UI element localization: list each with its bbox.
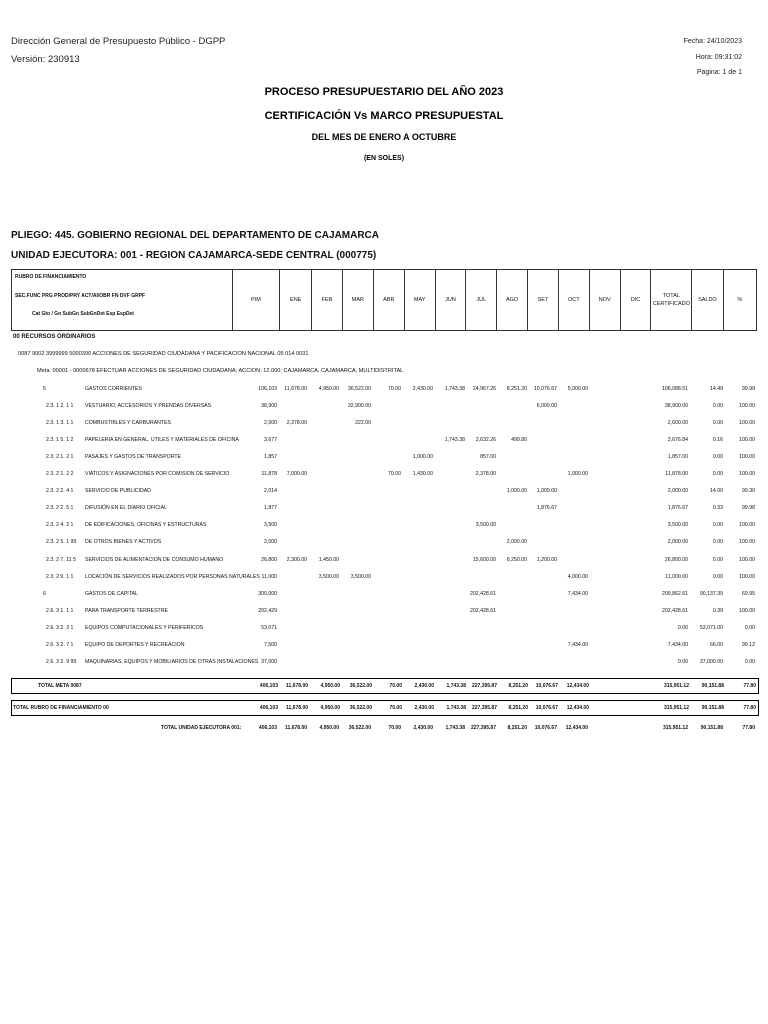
cell-may: 2,430.00 bbox=[412, 386, 433, 392]
cell-pct: 99.99 bbox=[742, 386, 755, 392]
total-cell-set: 10,076.67 bbox=[535, 705, 558, 711]
cell-jul: 202,428.61 bbox=[470, 590, 496, 597]
table-row bbox=[0, 400, 768, 417]
row-description: DIFUSIÓN EN EL DIARIO OFICIAL bbox=[85, 505, 167, 512]
row-code: 2.3. 2 1. 2 1 bbox=[46, 454, 74, 461]
cell-ago: 8,251.20 bbox=[506, 386, 527, 392]
table-row bbox=[0, 502, 768, 519]
cell-pim: 2,014 bbox=[264, 488, 277, 495]
row-description: DE EDIFICACIONES, OFICINAS Y ESTRUCTURAS bbox=[85, 522, 207, 529]
cell-pct: 99.12 bbox=[742, 641, 755, 648]
cell-set: 1,000.00 bbox=[536, 488, 557, 495]
table-row bbox=[0, 571, 768, 588]
table-row bbox=[0, 656, 768, 673]
cell-set: 1,200.00 bbox=[536, 556, 557, 563]
total-cell-jul: 227,395.87 bbox=[471, 705, 497, 711]
cell-set: 1,876.67 bbox=[536, 505, 557, 512]
total-cell-jul: 227,395.87 bbox=[470, 725, 496, 731]
cell-pct: 100.00 bbox=[739, 403, 755, 410]
total-cell-total: 315,951.12 bbox=[663, 705, 689, 711]
row-code: 2.3. 2 5. 1 99 bbox=[46, 539, 77, 546]
total-cell-oct: 12,434.00 bbox=[566, 705, 589, 711]
cell-jul: 857.00 bbox=[480, 454, 496, 461]
cell-total: 1,857.00 bbox=[667, 454, 688, 461]
cell-pct: 100.00 bbox=[739, 556, 755, 563]
col-percent: % bbox=[723, 270, 756, 331]
cell-pim: 3,677 bbox=[264, 437, 277, 444]
time-label: Hora: 09:31:02 bbox=[695, 54, 742, 61]
cell-pct: 0.00 bbox=[744, 624, 755, 631]
total-cell-pct: 77.80 bbox=[743, 683, 756, 689]
row-code: 2.3. 2 1. 2 2 bbox=[46, 471, 74, 478]
total-cell-may: 2,430.00 bbox=[413, 725, 433, 731]
section-title: 00 RECURSOS ORDINARIOS bbox=[13, 334, 96, 340]
row-description: COMBUSTIBLES Y CARBURANTES bbox=[85, 420, 171, 427]
row-description: GASTOS CORRIENTES bbox=[85, 386, 142, 392]
cell-saldo: 14.49 bbox=[710, 386, 723, 392]
col-total-certificado: TOTAL CERTIFICADO bbox=[651, 270, 692, 331]
cell-pim: 37,000 bbox=[261, 658, 277, 665]
cell-jul: 24,967.26 bbox=[472, 386, 496, 392]
row-description: PAPELERIA EN GENERAL, UTILES Y MATERIALES DE OFICINA bbox=[85, 437, 239, 444]
cell-oct: 4,000.00 bbox=[567, 573, 588, 580]
column-header-table bbox=[11, 269, 757, 331]
cell-pim: 26,800 bbox=[261, 556, 277, 563]
cell-total: 0.00 bbox=[677, 658, 688, 665]
cell-total: 202,428.61 bbox=[662, 607, 688, 614]
row-code: 2.3. 2 2. 5 1 bbox=[46, 505, 74, 512]
total-cell-jun: 1,743.38 bbox=[446, 705, 466, 711]
total-cell-may: 2,430.00 bbox=[414, 683, 434, 689]
cell-mar: 222.00 bbox=[355, 420, 371, 427]
total-unidad-row bbox=[11, 721, 757, 735]
row-code: 2.6. 3 2. 7 1 bbox=[46, 641, 74, 648]
total-cell-feb: 4,950.00 bbox=[320, 683, 340, 689]
cell-total: 11,878.00 bbox=[665, 471, 688, 478]
col-dic: DIC bbox=[620, 270, 651, 331]
cell-total: 26,800.00 bbox=[664, 556, 688, 563]
col-ago: AGO bbox=[497, 270, 528, 331]
table-row bbox=[0, 417, 768, 434]
total-cell-saldo: 90,151.88 bbox=[701, 705, 724, 711]
cell-pim: 11,000 bbox=[261, 573, 277, 580]
cell-total: 11,000.00 bbox=[665, 573, 688, 580]
report-subtitle: CERTIFICACIÓN Vs MARCO PRESUPUESTAL bbox=[264, 110, 504, 122]
row-code: 2.6. 3 2. 9 99 bbox=[46, 658, 77, 665]
meta-description: Meta: 00001 - 0000678 EFECTUAR ACCIONES DE SEGURIDAD CIUDADANA; ACCION: 12.000; CAJAMARCA, CAJAMARCA, MULTIDISTRITAL bbox=[37, 368, 404, 374]
row-code: 2.3. 1 3. 1 1 bbox=[46, 420, 74, 427]
cell-jul: 3,500.00 bbox=[475, 522, 496, 529]
cell-pim: 3,500 bbox=[264, 522, 277, 529]
row-label-header bbox=[12, 270, 233, 331]
cell-oct: 7,434.00 bbox=[567, 590, 588, 597]
total-cell-set: 10,076.67 bbox=[534, 725, 557, 731]
row-code: 2.3. 2 9. 1 1 bbox=[46, 573, 74, 580]
total-cell-abr: 70.00 bbox=[389, 705, 402, 711]
cell-set: 10,076.67 bbox=[533, 386, 557, 392]
total-cell-ene: 11,678.00 bbox=[286, 705, 308, 711]
cell-pct: 100.00 bbox=[739, 607, 755, 614]
secfunc-header: SEC.FUNC PRG PROD/PRY ACT/AI/OBR FN DVF GRPF bbox=[15, 293, 146, 299]
cell-saldo: 0.00 bbox=[712, 454, 723, 461]
row-code: 2.6. 3 2. 3 1 bbox=[46, 624, 74, 631]
total-cell-feb: 4,950.00 bbox=[320, 705, 340, 711]
cell-oct: 7,434.00 bbox=[567, 641, 588, 648]
cell-pim: 38,900 bbox=[261, 403, 277, 410]
col-set: SET bbox=[528, 270, 559, 331]
cell-mar: 32,900.00 bbox=[347, 403, 371, 410]
col-pim: PIM bbox=[232, 270, 280, 331]
table-row bbox=[0, 451, 768, 468]
cell-saldo: 0.16 bbox=[712, 437, 723, 444]
cell-saldo: 0.00 bbox=[712, 403, 723, 410]
row-code: 2.6. 3 1. 1 1 bbox=[46, 607, 74, 614]
total-rubro-row bbox=[11, 700, 759, 716]
cell-feb: 1,450.00 bbox=[318, 556, 339, 563]
total-cell-ago: 8,251.20 bbox=[508, 705, 528, 711]
row-description: MAQUINARIAS, EQUIPOS Y MOBILIARIOS DE OTRAS INSTALACIONES bbox=[85, 658, 259, 665]
cell-pim: 1,857 bbox=[264, 454, 277, 461]
cell-total: 2,600.00 bbox=[667, 420, 688, 427]
cell-oct: 5,000.00 bbox=[567, 386, 588, 392]
table-row bbox=[0, 468, 768, 485]
total-meta-row bbox=[11, 678, 759, 694]
cell-pct: 99.98 bbox=[742, 505, 755, 512]
cell-pct: 69.95 bbox=[742, 590, 755, 597]
total-cell-jun: 1,743.38 bbox=[446, 683, 466, 689]
row-code: 2.3. 2 7. 11 5 bbox=[46, 556, 76, 563]
row-code: 2.3. 2 2. 4 1 bbox=[46, 488, 74, 495]
cell-total: 7,434.00 bbox=[667, 641, 688, 648]
cell-pct: 100.00 bbox=[739, 573, 755, 580]
cell-mar: 3,500.00 bbox=[350, 573, 371, 580]
cell-abr: 70.00 bbox=[388, 386, 401, 392]
total-cell-jul: 227,395.87 bbox=[471, 683, 497, 689]
cell-feb: 3,500.00 bbox=[318, 573, 339, 580]
cell-feb: 4,950.00 bbox=[318, 386, 339, 392]
total-cell-total: 315,951.12 bbox=[663, 683, 689, 689]
total-cell-ago: 8,251.20 bbox=[508, 683, 528, 689]
cell-jul: 2,632.26 bbox=[475, 437, 496, 444]
cell-pct: 100.00 bbox=[739, 539, 755, 546]
cell-pim: 7,500 bbox=[264, 641, 277, 648]
total-cell-oct: 12,434.00 bbox=[566, 683, 589, 689]
col-ene: ENE bbox=[280, 270, 312, 331]
cell-total: 2,000.00 bbox=[667, 488, 688, 495]
row-description: EQUIPOS COMPUTACIONALES Y PERIFERICOS bbox=[85, 624, 204, 631]
cell-oct: 1,000.00 bbox=[567, 471, 588, 478]
report-title: PROCESO PRESUPUESTARIO DEL AÑO 2023 bbox=[264, 86, 504, 98]
total-cell-mar: 36,522.00 bbox=[348, 725, 371, 731]
cell-total: 106,088.51 bbox=[662, 386, 688, 392]
cell-saldo: 0.00 bbox=[712, 573, 723, 580]
total-cell-pim: 406,103 bbox=[259, 683, 278, 689]
table-row bbox=[0, 485, 768, 502]
row-code: 2.3. 1 5. 1 2 bbox=[46, 437, 74, 444]
total-cell-set: 10,076.67 bbox=[535, 683, 558, 689]
cell-pim: 2,600 bbox=[264, 420, 277, 427]
total-label: TOTAL UNIDAD EJECUTORA 001: bbox=[161, 725, 242, 731]
col-oct: OCT bbox=[558, 270, 589, 331]
cell-saldo: 0.00 bbox=[712, 522, 723, 529]
row-code: 6 bbox=[43, 590, 46, 597]
total-cell-ago: 8,251.20 bbox=[507, 725, 527, 731]
col-jun: JUN bbox=[435, 270, 466, 331]
col-mar: MAR bbox=[342, 270, 373, 331]
cell-total: 0.00 bbox=[677, 624, 688, 631]
cell-pct: 100.00 bbox=[739, 454, 755, 461]
page-number-label: Pagina: 1 de 1 bbox=[696, 69, 742, 76]
cell-saldo: 0.00 bbox=[712, 471, 723, 478]
table-row bbox=[0, 554, 768, 571]
cell-jul: 2,378.00 bbox=[475, 471, 496, 478]
table-row bbox=[0, 588, 768, 605]
row-description: LOCACIÓN DE SERVICIOS REALIZADOS POR PERSONAS NATURALES bbox=[85, 573, 260, 580]
cell-pct: 100.00 bbox=[739, 437, 755, 444]
cell-mar: 36,522.00 bbox=[347, 386, 371, 392]
total-cell-total: 315,951.12 bbox=[662, 725, 688, 731]
meta-line: 0087 9002 3999999 5000390 ACCIONES DE SEGURIDAD CIUDADANA Y PACIFICACION NACIONAL 05 014 0031 bbox=[18, 351, 309, 357]
cell-total: 2,000.00 bbox=[667, 539, 688, 546]
total-cell-pim: 406,103 bbox=[259, 705, 278, 711]
row-description: SERVICIO DE PUBLICIDAD bbox=[85, 488, 151, 495]
total-cell-may: 2,430.00 bbox=[414, 705, 434, 711]
row-description: VIATICOS Y ASIGNACIONES POR COMISION DE SERVICIO bbox=[85, 471, 230, 478]
row-code: 5 bbox=[43, 386, 46, 392]
cell-ene: 11,678.00 bbox=[284, 386, 307, 392]
cell-ene: 2,300.00 bbox=[286, 556, 307, 563]
table-row bbox=[0, 605, 768, 622]
cell-saldo: 90,137.39 bbox=[699, 590, 723, 597]
cell-pim: 53,071 bbox=[261, 624, 277, 631]
cell-saldo: 53,071.00 bbox=[699, 624, 723, 631]
total-cell-saldo: 90,151.88 bbox=[701, 683, 724, 689]
cell-saldo: 0.00 bbox=[712, 420, 723, 427]
cell-may: 1,430.00 bbox=[412, 471, 433, 478]
row-description: VESTUARIO, ACCESORIOS Y PRENDAS DIVERSAS bbox=[85, 403, 212, 410]
row-description: GASTOS DE CAPITAL bbox=[85, 590, 138, 597]
total-cell-feb: 4,950.00 bbox=[319, 725, 339, 731]
cell-jun: 1,743.38 bbox=[444, 437, 465, 444]
total-cell-jun: 1,743.38 bbox=[445, 725, 465, 731]
cell-pct: 100.00 bbox=[739, 522, 755, 529]
report-currency: (EN SOLES) bbox=[363, 155, 405, 162]
row-code: 2.3. 2 4. 2 1 bbox=[46, 522, 74, 529]
total-cell-pim: 406,103 bbox=[258, 725, 277, 731]
total-cell-abr: 70.00 bbox=[388, 725, 401, 731]
cell-jul: 202,428.61 bbox=[470, 607, 496, 614]
cell-total: 1,876.67 bbox=[667, 505, 688, 512]
organization-name: Dirección General de Presupuesto Público - DGPP bbox=[11, 36, 226, 47]
cell-ago: 1,000.00 bbox=[506, 488, 527, 495]
col-jul: JUL bbox=[466, 270, 497, 331]
version-label: Versión: 230913 bbox=[11, 54, 80, 65]
col-nov: NOV bbox=[589, 270, 620, 331]
col-abr: ABR bbox=[373, 270, 404, 331]
col-feb: FEB bbox=[312, 270, 343, 331]
cell-pct: 100.00 bbox=[739, 471, 755, 478]
total-cell-abr: 70.00 bbox=[389, 683, 402, 689]
row-description: EQUIPO DE DEPORTES Y RECREACION bbox=[85, 641, 185, 648]
cell-pim: 1,877 bbox=[264, 505, 277, 512]
pliego-label: PLIEGO: 445. GOBIERNO REGIONAL DEL DEPARTAMENTO DE CAJAMARCA bbox=[11, 230, 380, 241]
cell-ago: 2,000.00 bbox=[506, 539, 527, 546]
cell-total: 209,862.61 bbox=[662, 590, 688, 597]
total-cell-ene: 11,678.00 bbox=[285, 725, 307, 731]
cell-pim: 202,429 bbox=[258, 607, 277, 614]
cell-set: 6,000.00 bbox=[536, 403, 557, 410]
cell-pct: 100.00 bbox=[739, 420, 755, 427]
total-cell-ene: 11,678.00 bbox=[286, 683, 308, 689]
total-cell-pct: 77.80 bbox=[742, 725, 755, 731]
total-cell-oct: 12,434.00 bbox=[565, 725, 588, 731]
table-row bbox=[0, 383, 768, 400]
catgto-header: Cat Gto / Gn SubGn SubGnDet Esp EspDet bbox=[32, 311, 134, 317]
cell-pct: 99.30 bbox=[742, 488, 755, 495]
cell-pim: 2,000 bbox=[264, 539, 277, 546]
cell-total: 38,900.00 bbox=[664, 403, 688, 410]
cell-total: 3,500.00 bbox=[667, 522, 688, 529]
total-cell-mar: 36,522.00 bbox=[349, 683, 372, 689]
cell-pct: 0.00 bbox=[744, 658, 755, 665]
cell-jun: 1,743.38 bbox=[444, 386, 465, 392]
date-label: Fecha: 24/10/2023 bbox=[683, 38, 742, 45]
row-description: PARA TRANSPORTE TERRESTRE bbox=[85, 607, 168, 614]
cell-saldo: 0.00 bbox=[712, 556, 723, 563]
table-row bbox=[0, 622, 768, 639]
row-description: DE OTROS BIENES Y ACTIVOS bbox=[85, 539, 162, 546]
rubro-header: RUBRO DE FINANCIAMIENTO bbox=[15, 274, 87, 280]
total-cell-pct: 77.80 bbox=[743, 705, 756, 711]
total-label: TOTAL META 0087 bbox=[38, 683, 82, 689]
row-description: PASAJES Y GASTOS DE TRANSPORTE bbox=[85, 454, 181, 461]
cell-pim: 300,000 bbox=[258, 590, 277, 597]
cell-ene: 7,000.00 bbox=[286, 471, 307, 478]
col-may: MAY bbox=[404, 270, 435, 331]
cell-saldo: 0.39 bbox=[712, 607, 723, 614]
col-saldo: SALDO bbox=[692, 270, 723, 331]
cell-ago: 499.80 bbox=[511, 437, 527, 444]
cell-saldo: 0.33 bbox=[712, 505, 723, 512]
cell-pim: 106,103 bbox=[258, 386, 277, 392]
table-row bbox=[0, 639, 768, 656]
unidad-ejecutora-label: UNIDAD EJECUTORA: 001 - REGION CAJAMARCA-SEDE CENTRAL (000775) bbox=[11, 250, 377, 261]
total-cell-mar: 36,522.00 bbox=[349, 705, 372, 711]
cell-saldo: 14.00 bbox=[710, 488, 723, 495]
row-description: SERVICIOS DE ALIMENTACION DE CONSUMO HUMANO bbox=[85, 556, 224, 563]
table-row bbox=[0, 519, 768, 536]
cell-jul: 15,600.00 bbox=[472, 556, 496, 563]
cell-ene: 2,378.00 bbox=[286, 420, 307, 427]
row-code: 2.3. 1 2. 1 1 bbox=[46, 403, 74, 410]
cell-saldo: 0.00 bbox=[712, 539, 723, 546]
table-row bbox=[0, 434, 768, 451]
cell-saldo: 66.00 bbox=[710, 641, 723, 648]
table-row bbox=[0, 536, 768, 553]
total-label: TOTAL RUBRO DE FINANCIAMIENTO 00 bbox=[13, 705, 109, 711]
cell-abr: 70.00 bbox=[388, 471, 401, 478]
cell-ago: 6,250.00 bbox=[506, 556, 527, 563]
cell-pim: 11,878 bbox=[261, 471, 277, 478]
cell-saldo: 37,000.00 bbox=[699, 658, 723, 665]
cell-may: 1,000.00 bbox=[412, 454, 433, 461]
cell-total: 3,676.84 bbox=[667, 437, 688, 444]
total-cell-saldo: 90,151.88 bbox=[700, 725, 723, 731]
report-period: DEL MES DE ENERO A OCTUBRE bbox=[311, 132, 457, 142]
